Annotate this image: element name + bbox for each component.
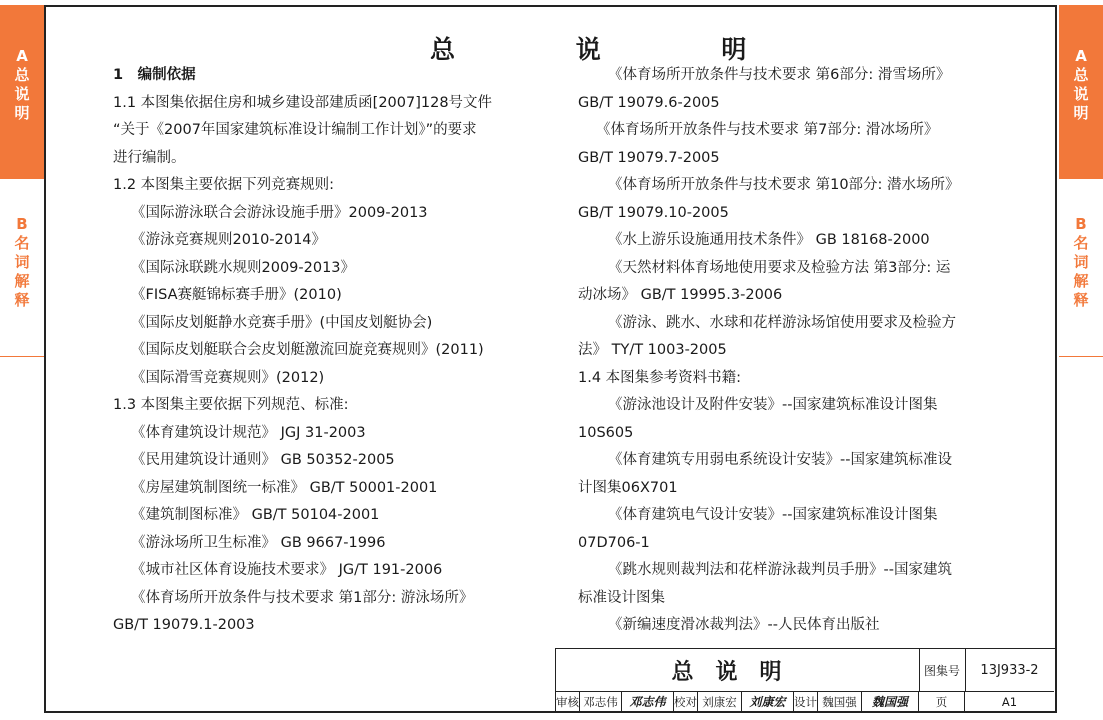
side-tab-char: 名 — [14, 234, 30, 252]
left-column — [113, 62, 543, 640]
text-line: 1.1 本图集依据住房和城乡建设部建质函[2007]128号文件 — [113, 94, 493, 111]
reference-item: 《体育场所开放条件与技术要求 第10部分: 潜水场所》 — [608, 177, 960, 193]
reference-item: 《水上游乐设施通用技术条件》 GB 18168-2000 — [608, 232, 930, 248]
reference-item-cont: 10S605 — [578, 424, 634, 441]
reference-item: 《新编速度滑冰裁判法》--人民体育出版社 — [608, 617, 880, 633]
side-tab-a-left[interactable] — [0, 5, 44, 179]
reference-item-cont: 计图集06X701 — [578, 479, 678, 496]
page-title: 总 说 明 — [430, 35, 803, 64]
reference-item: 《天然材料体育场地使用要求及检验方法 第3部分: 运 — [608, 259, 951, 276]
side-tab-char: 明 — [1073, 104, 1089, 122]
design-name: 魏国强 — [818, 691, 862, 712]
page-label: 页 — [919, 691, 965, 712]
reference-item: 《国际皮划艇联合会皮划艇激流回旋竞赛规则》(2011) — [131, 342, 484, 358]
side-tab-char: 明 — [14, 104, 30, 122]
design-label: 设计 — [794, 691, 818, 712]
review-label: 审核 — [556, 691, 580, 712]
side-tab-letter: B — [16, 215, 28, 233]
side-tab-b-left[interactable] — [0, 179, 44, 357]
reference-item: 《建筑制图标准》 GB/T 50104-2001 — [131, 507, 380, 523]
check-label: 校对 — [674, 691, 698, 712]
reference-item: 《民用建筑设计通则》 GB 50352-2005 — [131, 452, 395, 468]
subsection-heading: 1.3 本图集主要依据下列规范、标准: — [113, 397, 349, 413]
reference-item: 《体育场所开放条件与技术要求 第6部分: 滑雪场所》 — [608, 67, 951, 83]
reference-item: 《游泳场所卫生标准》 GB 9667-1996 — [131, 534, 386, 551]
side-tab-char: 名 — [1073, 234, 1089, 252]
side-tab-a-right[interactable] — [1059, 5, 1103, 179]
reference-item: 《FISA赛艇锦标赛手册》(2010) — [131, 287, 342, 303]
atlas-number-label: 图集号 — [919, 649, 966, 692]
side-tab-char: 释 — [1073, 291, 1089, 309]
side-tab-char: 释 — [14, 291, 30, 309]
review-name: 邓志伟 — [580, 691, 622, 712]
side-tab-char: 说 — [1073, 85, 1089, 103]
reference-item-cont: 07D706-1 — [578, 534, 650, 551]
side-tab-char: 总 — [14, 66, 30, 84]
reference-item: 《国际游泳联合会游泳设施手册》2009-2013 — [131, 204, 428, 221]
side-tab-char: 词 — [14, 253, 30, 271]
side-tab-char: 说 — [14, 85, 30, 103]
reference-item-cont: GB/T 19079.10-2005 — [578, 204, 729, 221]
side-tab-letter: B — [1075, 215, 1087, 233]
check-signature: 刘康宏 — [742, 691, 794, 712]
page-value: A1 — [1001, 694, 1018, 709]
section-heading: 1 编制依据 — [113, 67, 196, 83]
reference-item: 《体育场所开放条件与技术要求 第1部分: 游泳场所》 — [131, 589, 474, 606]
text-line: 进行编制。 — [113, 149, 186, 166]
reference-item-cont: GB/T 19079.6-2005 — [578, 94, 720, 111]
text-line: “关于《2007年国家建筑标准设计编制工作计划》”的要求 — [113, 122, 477, 138]
atlas-number-value: 13J933-2 — [965, 649, 1054, 692]
check-name: 刘康宏 — [698, 691, 742, 712]
subsection-heading: 1.2 本图集主要依据下列竞赛规则: — [113, 177, 335, 193]
design-signature: 魏国强 — [862, 691, 919, 712]
reference-item: 《国际皮划艇静水竞赛手册》(中国皮划艇协会) — [131, 314, 433, 331]
reference-item-cont: GB/T 19079.1-2003 — [113, 617, 255, 633]
reference-item: 《跳水规则裁判法和花样游泳裁判员手册》--国家建筑 — [608, 562, 952, 578]
signature-row — [556, 691, 1054, 712]
reference-item: 《体育建筑设计规范》 JGJ 31-2003 — [131, 424, 366, 441]
review-signature: 邓志伟 — [622, 691, 674, 712]
reference-item: 《国际泳联跳水规则2009-2013》 — [131, 259, 356, 276]
side-tab-char: 解 — [1073, 272, 1089, 290]
reference-item: 《游泳竞赛规则2010-2014》 — [131, 232, 327, 248]
side-tab-char: 词 — [1073, 253, 1089, 271]
reference-item-cont: 标准设计图集 — [578, 589, 665, 606]
reference-item: 《房屋建筑制图统一标准》 GB/T 50001-2001 — [131, 479, 438, 496]
side-tab-letter: A — [16, 47, 28, 65]
reference-item: 《体育建筑电气设计安装》--国家建筑标准设计图集 — [608, 507, 938, 523]
side-tab-letter: A — [1075, 47, 1087, 65]
reference-item-cont: 法》 TY/T 1003-2005 — [578, 342, 727, 358]
side-tab-char: 解 — [14, 272, 30, 290]
reference-item: 《国际滑雪竞赛规则》(2012) — [131, 369, 325, 386]
reference-item: 《游泳池设计及附件安装》--国家建筑标准设计图集 — [608, 397, 938, 413]
title-block-title: 总说明 — [556, 649, 920, 692]
reference-item: 《城市社区体育设施技术要求》 JG/T 191-2006 — [131, 562, 443, 578]
reference-item-cont: GB/T 19079.7-2005 — [578, 149, 720, 166]
side-tab-b-right[interactable] — [1059, 179, 1103, 357]
right-column — [578, 62, 1008, 640]
reference-item: 《游泳、跳水、水球和花样游泳场馆使用要求及检验方 — [608, 314, 956, 331]
subsection-heading: 1.4 本图集参考资料书籍: — [578, 369, 742, 386]
side-tab-char: 总 — [1073, 66, 1089, 84]
title-block — [555, 648, 1055, 711]
reference-item: 《体育建筑专用弱电系统设计安装》--国家建筑标准设 — [608, 452, 952, 468]
reference-item-cont: 动冰场》 GB/T 19995.3-2006 — [578, 287, 783, 303]
reference-item: 《体育场所开放条件与技术要求 第7部分: 滑冰场所》 — [596, 122, 939, 138]
